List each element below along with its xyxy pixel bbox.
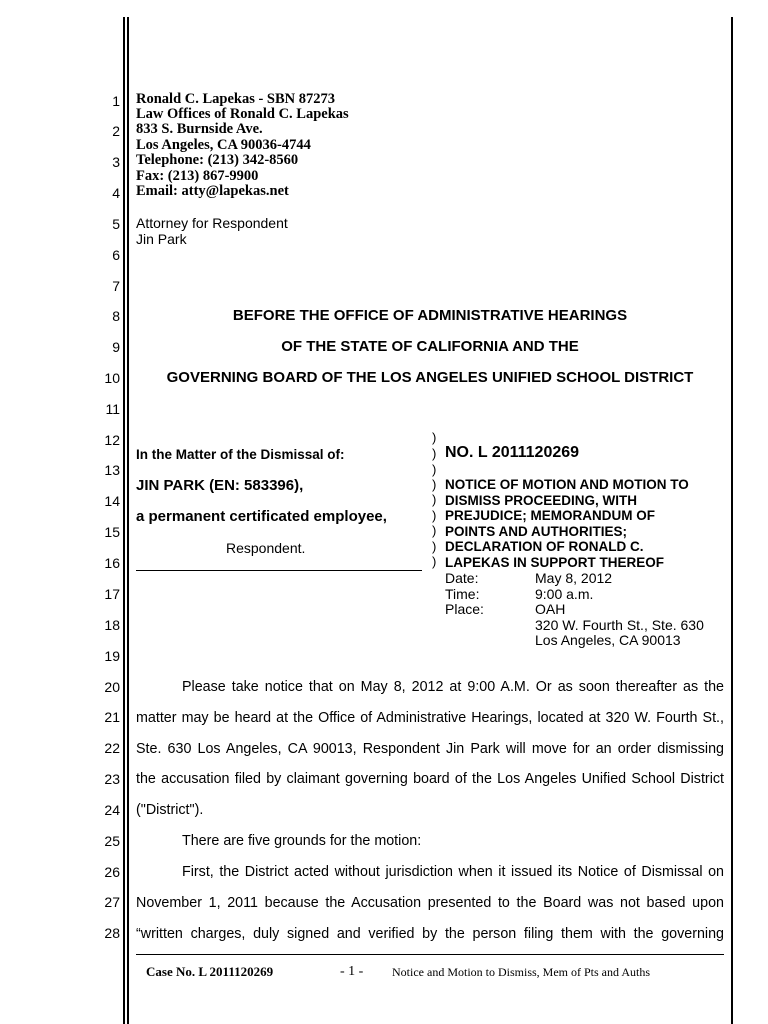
line-number: 16: [104, 555, 120, 571]
footer-title: Notice and Motion to Dismiss, Mem of Pts and Auths: [392, 965, 650, 979]
paren: ): [432, 523, 437, 538]
line-number: 13: [104, 462, 120, 478]
hearing-place: OAH: [535, 601, 566, 617]
heading-line-1: BEFORE THE OFFICE OF ADMINISTRATIVE HEARINGS: [232, 307, 628, 324]
heading-line-2: OF THE STATE OF CALIFORNIA AND THE: [281, 338, 579, 355]
hearing-date: May 8, 2012: [535, 570, 613, 586]
motion-title-line: LAPEKAS IN SUPPORT THEREOF: [445, 554, 665, 570]
line-number: 20: [104, 679, 120, 695]
motion-title-line: POINTS AND AUTHORITIES;: [445, 523, 627, 539]
line-number: 3: [112, 154, 120, 170]
fax: Fax: (213) 867-9900: [136, 168, 259, 184]
hearing-place-address: 320 W. Fourth St., Ste. 630: [535, 617, 704, 633]
body-line: “written charges, duly signed and verified by the person filing them with the governing: [136, 926, 724, 942]
hearing-date-label: Date:: [445, 570, 479, 586]
attorney-name: Ronald C. Lapekas - SBN 87273: [136, 91, 336, 107]
left-margin-rule-inner: [127, 17, 129, 1024]
line-number: 15: [104, 524, 120, 540]
caption-underline: [136, 570, 422, 571]
paren: ): [432, 462, 437, 477]
caption-employee: a permanent certificated employee,: [136, 508, 387, 525]
body-line: First, the District acted without jurisdiction when it issued its Notice of Dismissal on: [182, 864, 724, 880]
footer-case-number: Case No. L 2011120269: [146, 964, 274, 979]
line-number: 8: [112, 308, 120, 324]
line-number: 12: [104, 432, 120, 448]
attorney-for-client: Jin Park: [136, 231, 187, 247]
body-line: Please take notice that on May 8, 2012 at 9:00 A.M. Or as soon thereafter as the: [182, 679, 724, 695]
attorney-for-label: Attorney for Respondent: [136, 215, 288, 231]
line-number: 11: [105, 401, 120, 417]
line-number: 25: [104, 833, 120, 849]
motion-title-line: PREJUDICE; MEMORANDUM OF: [445, 508, 656, 523]
line-number: 26: [104, 864, 120, 880]
caption-respondent-name: JIN PARK (EN: 583396),: [136, 477, 304, 494]
body-line: November 1, 2011 because the Accusation presented to the Board was not based upon: [136, 895, 724, 911]
line-number: 18: [104, 617, 120, 633]
footer-rule: [136, 954, 724, 955]
paren: ): [432, 446, 437, 461]
body-line: the accusation filed by claimant governing board of the Los Angeles Unified School District: [136, 771, 724, 787]
paren: ): [432, 539, 437, 554]
footer-page-number: - 1 -: [340, 964, 364, 979]
body-line: matter may be heard at the Office of Administrative Hearings, located at 320 W. Fourth St.,: [136, 710, 724, 726]
line-number: 4: [112, 185, 120, 201]
caption-respondent-label: Respondent.: [226, 540, 306, 556]
line-number: 14: [104, 493, 120, 509]
paren: ): [432, 492, 437, 507]
line-number: 10: [104, 370, 120, 386]
hearing-place-label: Place:: [445, 601, 484, 617]
address-city: Los Angeles, CA 90036-4744: [136, 137, 311, 153]
email: Email: atty@lapekas.net: [136, 183, 289, 199]
body-line: Ste. 630 Los Angeles, CA 90013, Respondent Jin Park will move for an order dismissing: [136, 741, 724, 757]
hearing-time-label: Time:: [445, 586, 480, 602]
line-number: 5: [112, 216, 120, 232]
line-number: 28: [104, 925, 120, 941]
telephone: Telephone: (213) 342-8560: [136, 152, 299, 168]
paren: ): [432, 554, 437, 569]
body-line: There are five grounds for the motion:: [182, 833, 422, 849]
law-office: Law Offices of Ronald C. Lapekas: [136, 106, 349, 122]
hearing-place-city: Los Angeles, CA 90013: [535, 632, 681, 648]
line-number: 24: [104, 802, 120, 818]
case-number: NO. L 2011120269: [445, 444, 580, 461]
line-number: 17: [104, 586, 120, 602]
line-number: 6: [112, 247, 120, 263]
line-number: 9: [112, 339, 120, 355]
body-line: ("District").: [136, 802, 204, 818]
line-number: 22: [104, 740, 120, 756]
line-number: 7: [112, 278, 120, 294]
line-number: 23: [104, 771, 120, 787]
line-number: 2: [112, 123, 120, 139]
heading-line-3: GOVERNING BOARD OF THE LOS ANGELES UNIFIED SCHOOL DISTRICT: [166, 369, 694, 386]
paren: ): [432, 430, 437, 445]
line-number: 21: [104, 709, 120, 725]
right-margin-rule: [731, 17, 733, 1024]
hearing-time: 9:00 a.m.: [535, 586, 594, 602]
motion-title-line: DISMISS PROCEEDING, WITH: [445, 492, 638, 508]
motion-title-line: NOTICE OF MOTION AND MOTION TO: [445, 477, 689, 492]
paren: ): [432, 477, 437, 492]
address-street: 833 S. Burnside Ave.: [136, 121, 263, 137]
line-number: 1: [112, 93, 120, 109]
left-margin-rule-outer: [123, 17, 125, 1024]
line-number: 19: [104, 648, 120, 664]
motion-title-line: DECLARATION OF RONALD C.: [445, 539, 644, 554]
caption-matter: In the Matter of the Dismissal of:: [136, 447, 345, 462]
line-number: 27: [104, 894, 120, 910]
paren: ): [432, 508, 437, 523]
